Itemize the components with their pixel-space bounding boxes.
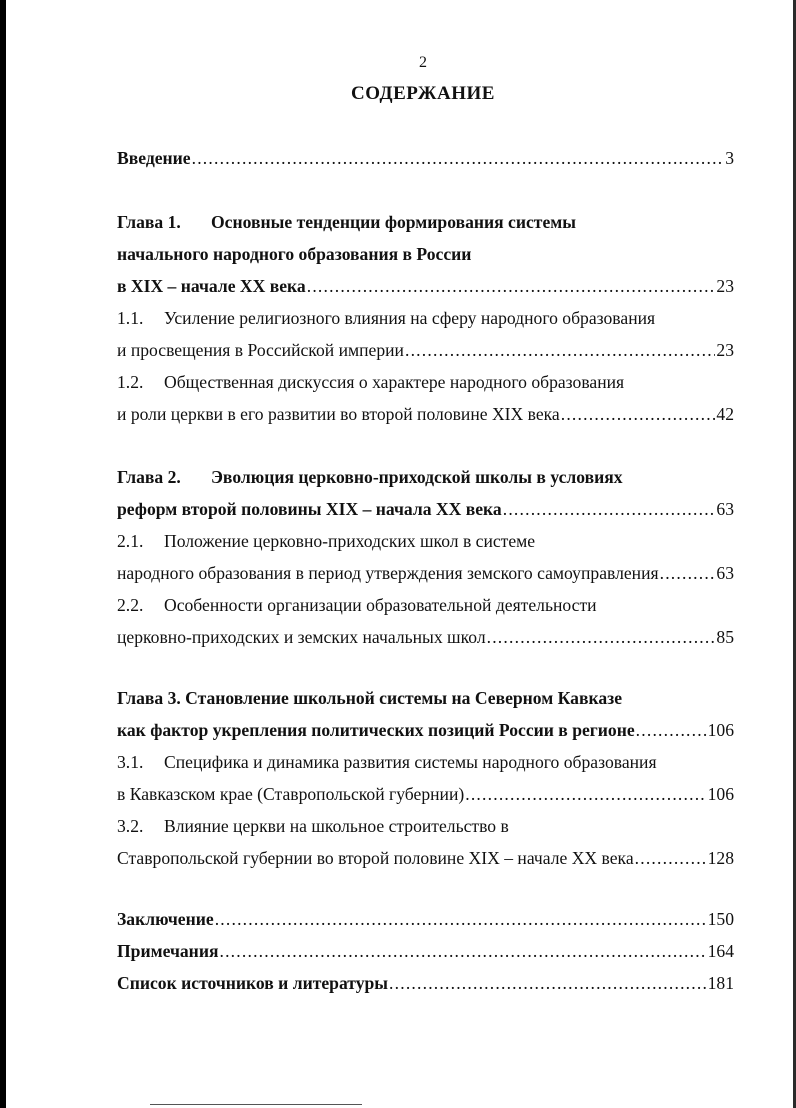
chapter-2-title-line-2 <box>117 496 734 522</box>
toc-label: как фактор укрепления политических позиций России в регионе <box>117 720 635 740</box>
dot-leader <box>503 496 716 522</box>
toc-label: в Кавказском крае (Ставропольской губернии) <box>117 784 465 804</box>
section-title: Влияние церкви на школьное строительство в <box>164 816 509 836</box>
dot-leader <box>307 273 716 299</box>
toc-label: церковно-приходских и земских начальных школ <box>117 627 486 647</box>
section-2-2-line-1 <box>117 592 734 618</box>
section-title: Положение церковно-приходских школ в системе <box>164 531 536 551</box>
toc-page: 85 <box>716 627 734 647</box>
toc-page: 63 <box>716 563 734 583</box>
chapter-number: Глава 1. <box>117 212 181 232</box>
page-number: 2 <box>419 54 427 71</box>
toc-label: и роли церкви в его развитии во второй половине XIX века <box>117 404 560 424</box>
toc-label: народного образования в период утверждения земского самоуправления <box>117 563 659 583</box>
section-3-1-line-2 <box>117 781 734 807</box>
section-title: Общественная дискуссия о характере народного образования <box>164 372 625 392</box>
toc-page: 164 <box>707 941 734 961</box>
chapter-title: Основные тенденции формирования системы <box>211 212 576 232</box>
toc-page: 106 <box>707 784 734 804</box>
toc-label: Примечания <box>117 941 219 961</box>
chapter-number: Глава 2. <box>117 467 181 487</box>
dot-leader <box>561 401 716 427</box>
chapter-2-title-line-1 <box>117 464 734 490</box>
dot-leader <box>192 145 725 171</box>
dot-leader <box>636 717 707 743</box>
page-title: СОДЕРЖАНИЕ <box>351 83 495 104</box>
toc-page: 23 <box>716 276 734 296</box>
scan-left-border <box>0 0 6 1108</box>
section-2-1-line-2 <box>117 560 734 586</box>
section-2-2-line-2 <box>117 624 734 650</box>
section-3-2-line-1 <box>117 813 734 839</box>
toc-label: реформ второй половины XIX – начала XX века <box>117 499 502 519</box>
toc-entry-introduction <box>117 145 734 171</box>
chapter-title: Эволюция церковно-приходской школы в условиях <box>211 467 623 487</box>
chapter-1-title-line-3 <box>117 273 734 299</box>
section-number: 3.1. <box>117 752 144 772</box>
section-title: Усиление религиозного влияния на сферу народного образования <box>164 308 656 328</box>
section-number: 2.1. <box>117 531 144 551</box>
section-1-1-line-1 <box>117 305 734 331</box>
toc-label: Ставропольской губернии во второй половине XIX – начале XX века <box>117 848 634 868</box>
chapter-3-title-line-1: Глава 3. Становление школьной системы на Северном Кавказе <box>117 688 623 708</box>
toc-page: 23 <box>716 340 734 360</box>
toc-label: Заключение <box>117 909 214 929</box>
toc-entry-notes <box>117 938 734 964</box>
toc-label: Список источников и литературы <box>117 973 389 993</box>
section-3-2-line-2 <box>117 845 734 871</box>
section-1-2-line-1 <box>117 369 734 395</box>
toc-page: 150 <box>707 909 734 929</box>
dot-leader <box>487 624 716 650</box>
toc-page: 128 <box>707 848 734 868</box>
section-number: 1.1. <box>117 308 144 328</box>
toc-entry-conclusion <box>117 906 734 932</box>
dot-leader <box>405 337 715 363</box>
chapter-1-title-line-1 <box>117 209 734 235</box>
toc-label: в XIX – начале XX века <box>117 276 306 296</box>
section-3-1-line-1 <box>117 749 734 775</box>
section-1-2-line-2 <box>117 401 734 427</box>
toc-page: 181 <box>707 973 734 993</box>
section-number: 2.2. <box>117 595 144 615</box>
toc-label: и просвещения в Российской империи <box>117 340 404 360</box>
toc-page: 63 <box>716 499 734 519</box>
toc-entry-sources <box>117 970 734 996</box>
chapter-1-title-line-2: начального народного образования в России <box>117 244 472 264</box>
section-number: 3.2. <box>117 816 144 836</box>
section-2-1-line-1 <box>117 528 734 554</box>
section-number: 1.2. <box>117 372 144 392</box>
dot-leader <box>465 781 706 807</box>
dot-leader <box>389 970 707 996</box>
section-title: Специфика и динамика развития системы народного образования <box>164 752 657 772</box>
dot-leader <box>660 560 716 586</box>
section-1-1-line-2 <box>117 337 734 363</box>
dot-leader <box>215 906 707 932</box>
toc-page: 42 <box>716 404 734 424</box>
toc-page: 3 <box>725 148 734 168</box>
dot-leader <box>635 845 707 871</box>
toc-page: 106 <box>707 720 734 740</box>
footnote-separator <box>150 1104 362 1105</box>
dot-leader <box>219 938 706 964</box>
chapter-3-title-line-2 <box>117 717 734 743</box>
section-title: Особенности организации образовательной деятельности <box>164 595 597 615</box>
toc-label: Введение <box>117 148 191 168</box>
